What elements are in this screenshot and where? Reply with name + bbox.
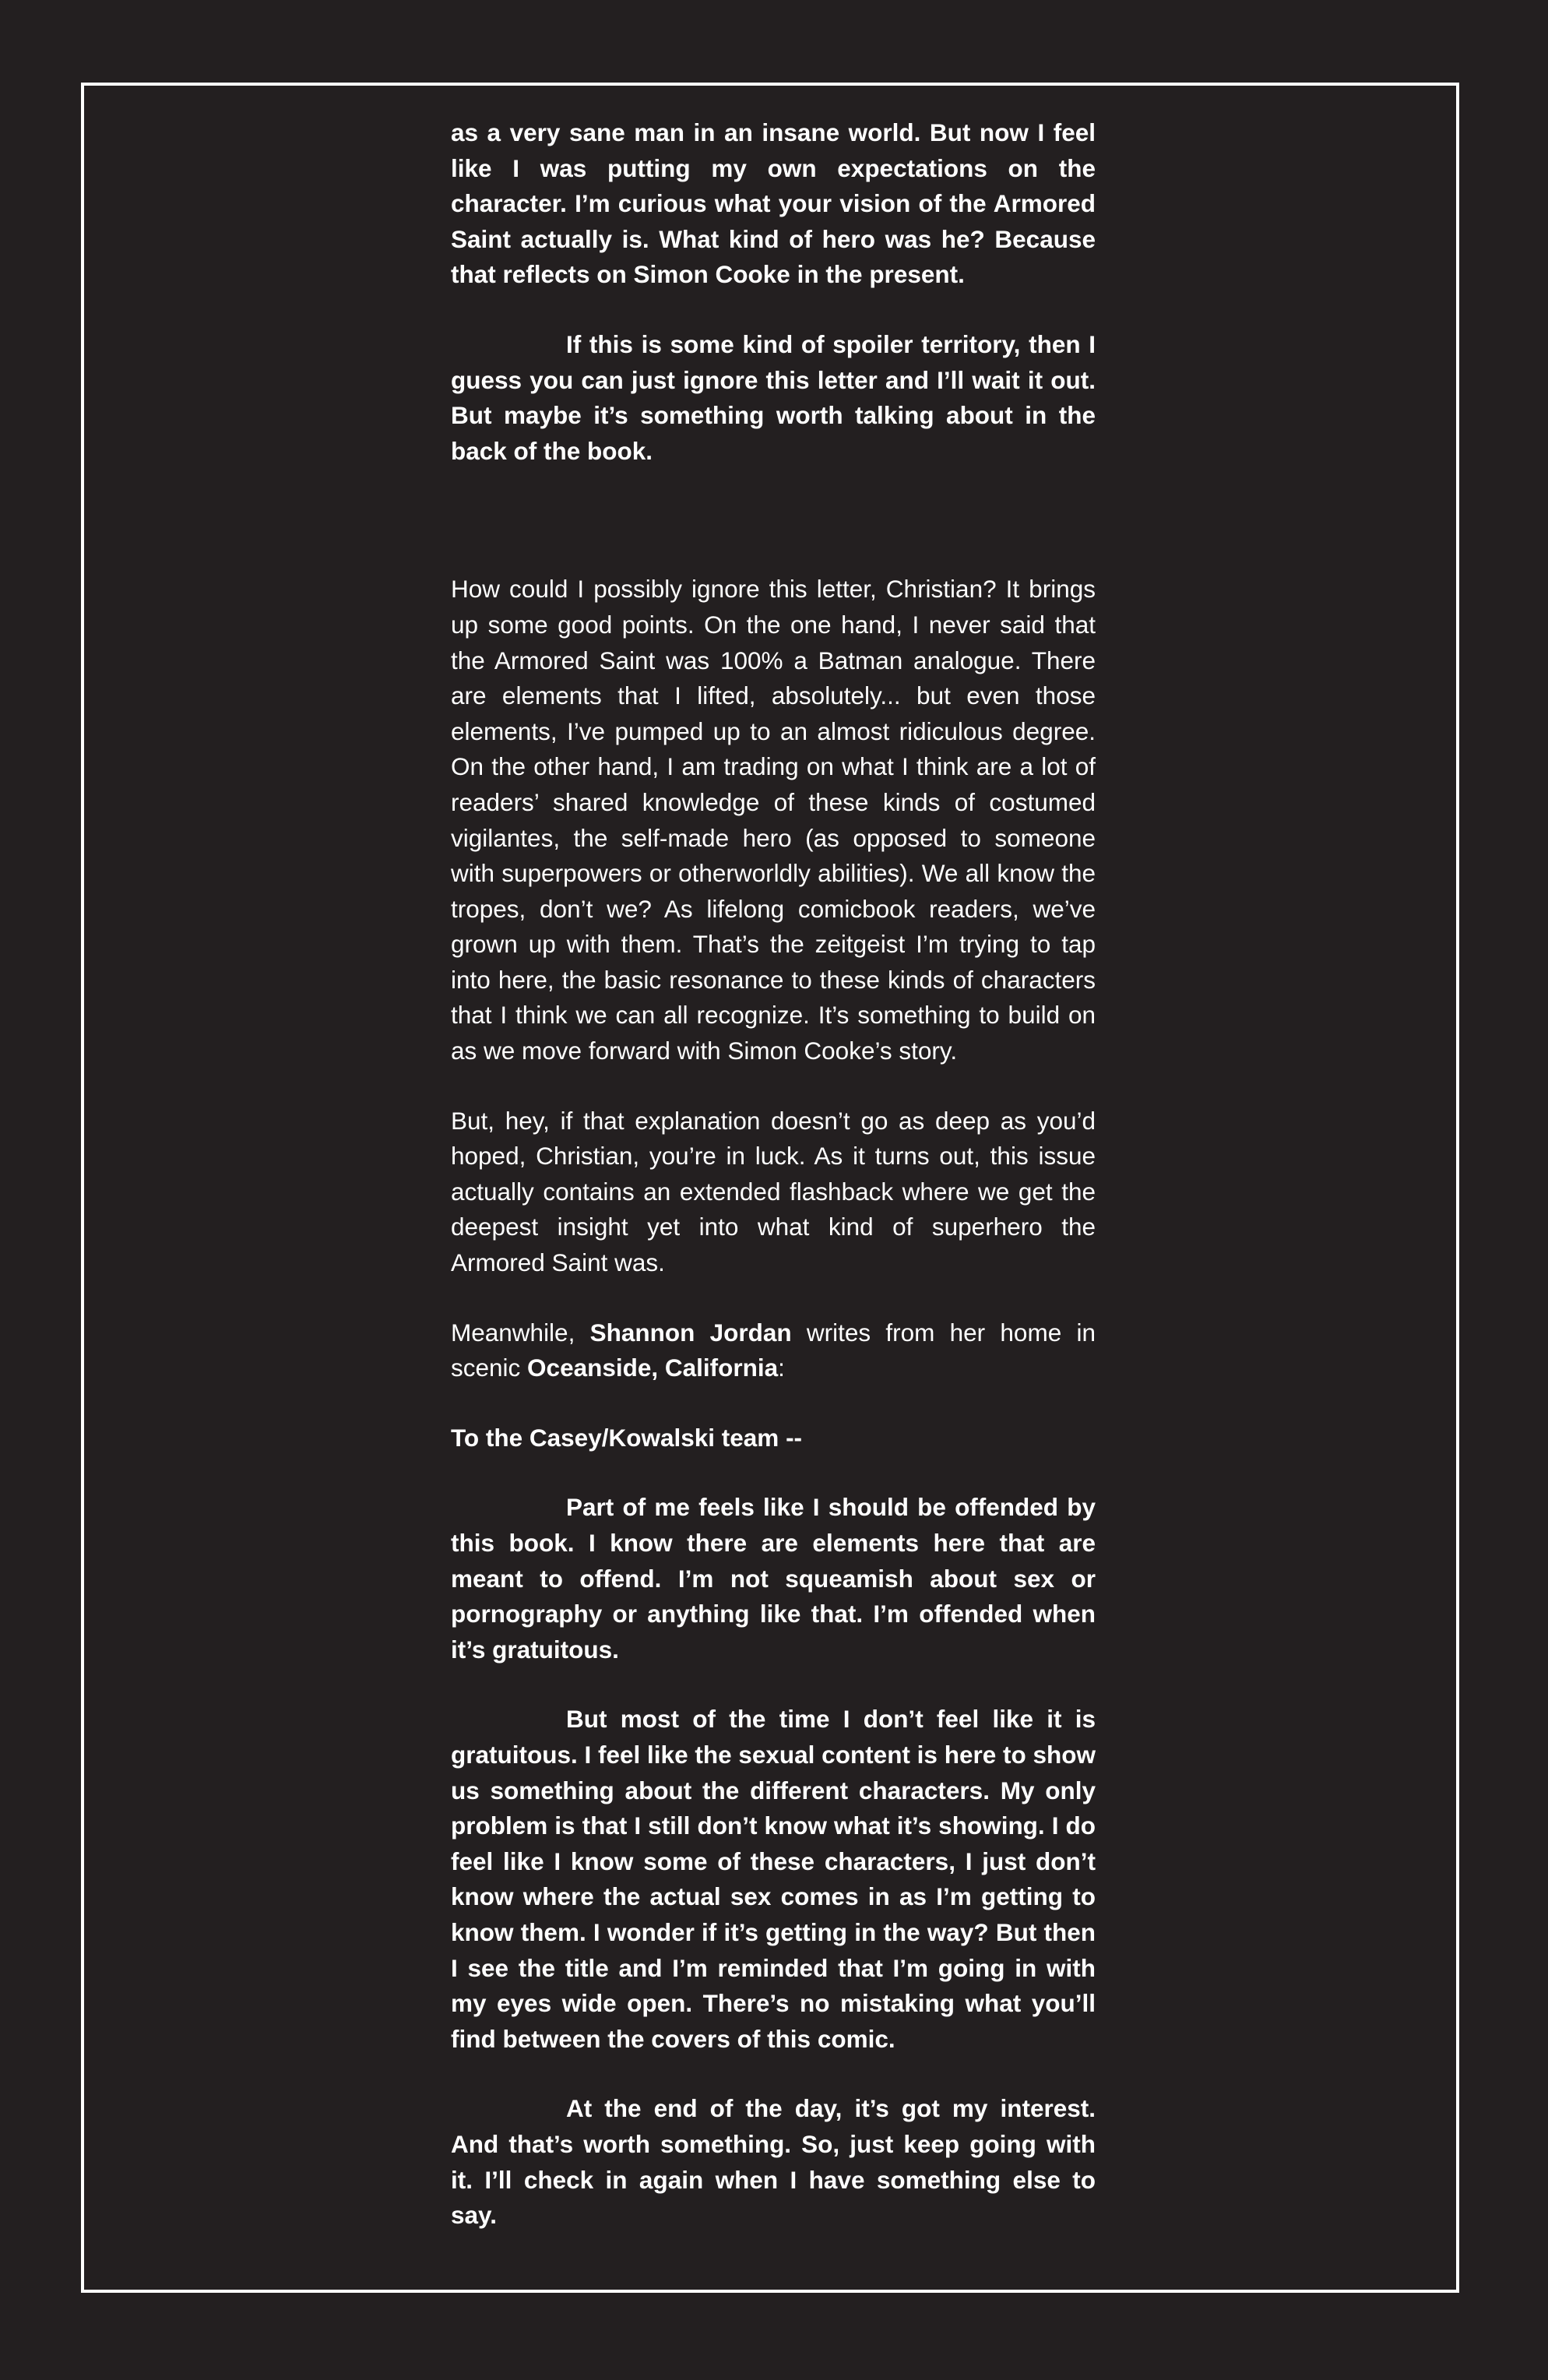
letter2-paragraph-2: But most of the time I don’t feel like it is gratuitous. I feel like the sexual content is here to show us something about the different characters. My only problem is that I still don’t know what it’s showing. I do feel like I know some of these characters, I just don’t know where the actual sex comes in as I’m getting to know them. I wonder if it’s getting in the way? But then I see the title and I’m reminded that I’m going in with my eyes wide open. There’s no mistaking what you’ll find between the covers of this comic.	[451, 1705, 1096, 2053]
letter2-paragraph-3: At the end of the day, it’s got my interest. And that’s worth something. So, just keep going with it. I’ll check in again when I have something else to say.	[451, 2094, 1096, 2230]
letter1-paragraph-2: If this is some kind of spoiler territory, then I guess you can just ignore this letter and I’ll wait it out. But maybe it’s something worth talking about in the back of the book.	[451, 329, 1096, 465]
writer-name: Shannon Jordan	[589, 1318, 792, 1347]
writer-location: Oceanside, California	[527, 1354, 779, 1382]
reply-paragraph-1: How could I possibly ignore this letter, Christian? It brings up some good points. On the one hand, I never said that the Armored Saint was 100% a Batman analogue. There are elements that I lifted, absolutely... but even those elements, I’ve pumped up to an almost ridiculous degree. On the other hand, I am trading on what I think are a lot of readers’ shared knowledge of these kinds of costumed vigilantes, the self-made hero (as opposed to someone with superpowers or otherworldly abilities). We all know the tropes, don’t we? As lifelong comicbook readers, we’ve grown up with them. That’s the zeitgeist I’m trying to tap into here, the basic resonance to these kinds of characters that I think we can all recognize. It’s something to build on as we move forward with Simon Cooke’s story.	[451, 575, 1096, 1065]
letter2-salutation: To the Casey/Kowalski team --	[451, 1423, 803, 1452]
intro-text-3: :	[778, 1354, 785, 1382]
intro-text-1: Meanwhile,	[451, 1318, 590, 1347]
letter-intro	[451, 1315, 1096, 1386]
reply-paragraph-2: But, hey, if that explanation doesn’t go as deep as you’d hoped, Christian, you’re in luck. As it turns out, this issue actually contains an extended flashback where we get the deepest insight yet into what kind of superhero the Armored Saint was.	[451, 1106, 1096, 1277]
letter2-paragraph-1: Part of me feels like I should be offended by this book. I know there are elements here that are meant to offend. I’m not squeamish about sex or pornography or anything like that. I’m offended when it’s gratuitous.	[451, 1493, 1096, 1664]
letters-column	[451, 115, 1096, 2234]
intro-text-2: writes from her home in scenic	[451, 1318, 1096, 1382]
letter1-paragraph-1: as a very sane man in an insane world. But now I feel like I was putting my own expectations on the character. I’m curious what your vision of the Armored Saint actually is. What kind of hero was he? Because that reflects on Simon Cooke in the present.	[451, 118, 1096, 289]
